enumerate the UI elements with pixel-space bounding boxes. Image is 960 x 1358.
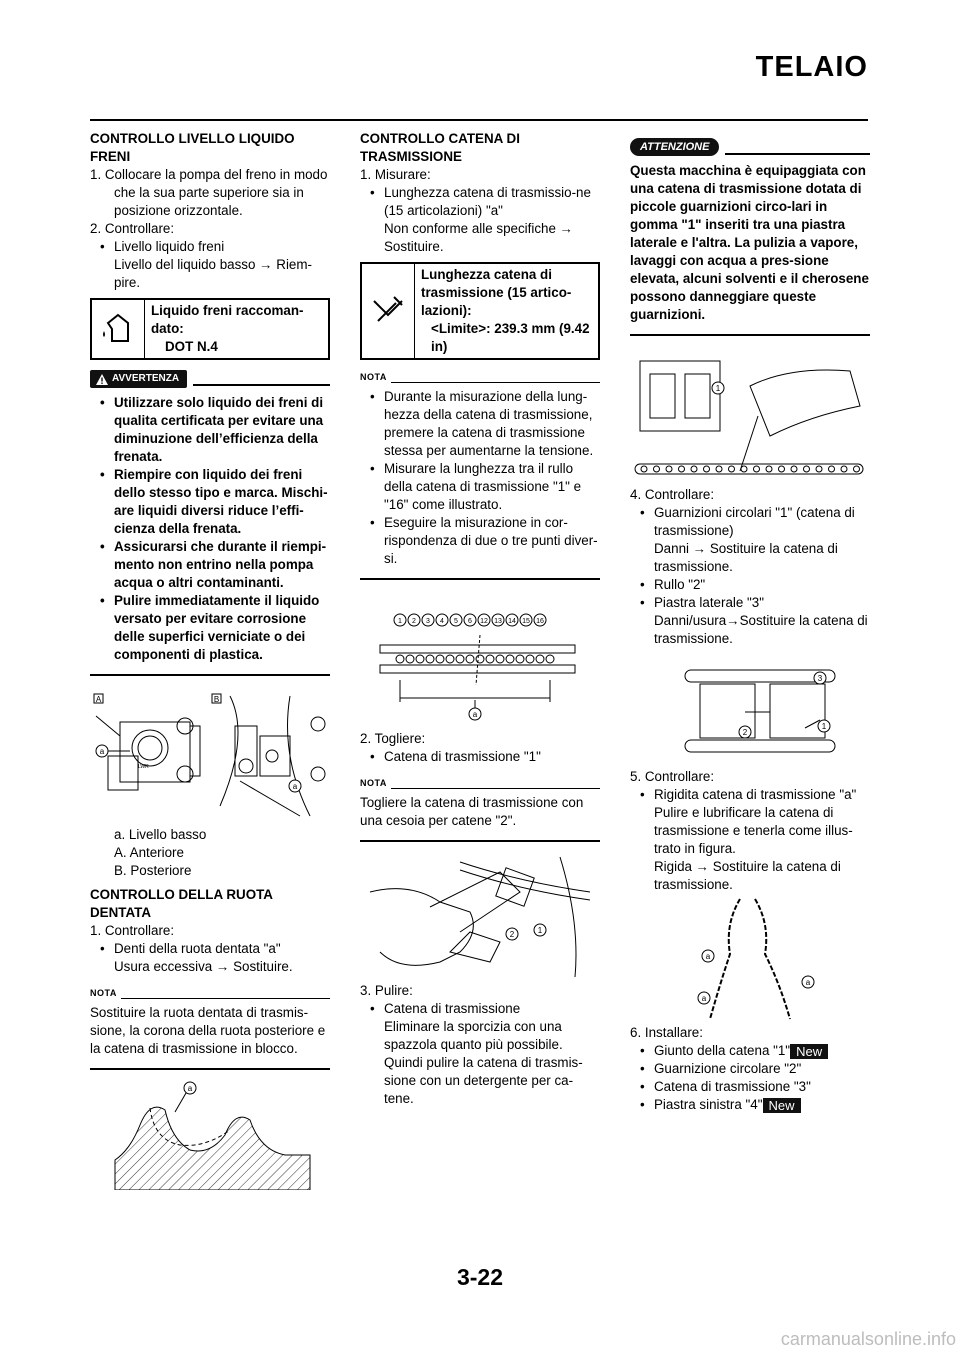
bullet: • Guarnizione circolare "2" xyxy=(630,1060,870,1078)
header-rule xyxy=(90,119,868,121)
chain-number: 6 xyxy=(468,618,472,625)
warning-end-rule xyxy=(90,674,330,676)
nota-label: NOTA xyxy=(90,988,117,998)
chain-number: 1 xyxy=(398,618,402,625)
stiff-callout-a2: a xyxy=(805,978,811,987)
chain-roller xyxy=(416,655,424,663)
bullet-sub: Usura eccessiva → Sostituire. xyxy=(114,959,293,974)
legend-item: a. Livello basso xyxy=(114,827,207,842)
link-callout-1: 1 xyxy=(821,722,827,731)
fig-label-a: A xyxy=(95,695,102,704)
nota-header xyxy=(360,774,600,792)
bullet-sub: Rigida → Sostituire la catena di trasmissione. xyxy=(654,859,841,892)
new-badge: New xyxy=(763,1098,801,1113)
oring-roller xyxy=(654,466,660,472)
warning-header xyxy=(90,370,330,388)
page-number: 3-22 xyxy=(456,1264,504,1290)
measure-caliper-icon xyxy=(362,264,415,358)
chain-roller xyxy=(496,655,504,663)
warning-triangle-icon xyxy=(96,374,108,385)
chain-number: 13 xyxy=(494,618,502,625)
bullet: • Rigidita catena di trasmissione "a" xyxy=(630,786,870,804)
bullet: • Catena di trasmissione "1" xyxy=(360,748,600,766)
chain-number: 2 xyxy=(412,618,416,625)
bullet: • Piastra laterale "3" xyxy=(630,594,870,612)
oring-roller xyxy=(704,466,710,472)
column-3 xyxy=(630,130,870,1114)
oring-roller xyxy=(641,466,647,472)
step: 2. Controllare: xyxy=(90,221,175,236)
chain-roller xyxy=(406,655,414,663)
chain-number: 12 xyxy=(480,618,488,625)
section-title-chain: CONTROLLO CATENA DI TRASMISSIONE xyxy=(360,131,520,164)
nota-rule xyxy=(391,382,600,383)
chain-roller xyxy=(506,655,514,663)
warning-label: AVVERTENZA xyxy=(112,373,180,384)
bullet: • Catena di trasmissione xyxy=(360,1000,600,1018)
chain-roller xyxy=(526,655,534,663)
sprocket-callout-a: a xyxy=(187,1084,193,1093)
spec-title: Liquido freni raccoman-dato: xyxy=(151,303,304,336)
chain-number: 15 xyxy=(522,618,530,625)
fluid-can-icon xyxy=(92,300,145,358)
chain-roller xyxy=(436,655,444,663)
step: 4. Controllare: xyxy=(630,487,715,502)
oring-roller xyxy=(754,466,760,472)
oring-roller xyxy=(841,466,847,472)
legend-item: A. Anteriore xyxy=(114,845,184,860)
nota-rule xyxy=(391,788,600,789)
chain-roller xyxy=(466,655,474,663)
bullet xyxy=(630,1096,870,1114)
attention-badge: ATTENZIONE xyxy=(630,138,719,156)
chain-number: 5 xyxy=(454,618,458,625)
install-item-joint: Giunto della catena "1" xyxy=(654,1043,791,1058)
warning-item: • Riempire con liquido dei freni dello stesso tipo e marca. Mischi-are liquidi diversi riduce l’effi-cienza della frenata. xyxy=(90,466,330,538)
stiff-callout-a1: a xyxy=(705,952,711,961)
nota-header xyxy=(90,984,330,1002)
oring-roller xyxy=(766,466,772,472)
chain-number: 16 xyxy=(536,618,544,625)
bullet: • Lunghezza catena di trasmissio-ne (15 articolazioni) "a" xyxy=(360,184,600,220)
oring-roller xyxy=(741,466,747,472)
chain-length-figure xyxy=(360,590,600,730)
nota-item: • Durante la misurazione della lung-hezza della catena di trasmissione, premere la catena di trasmissione stessa per aumentarne la tensione. xyxy=(360,388,600,460)
oring-roller xyxy=(804,466,810,472)
warning-item: • Pulire immediatamente il liquido versato per evitare corrosione delle superfici verniciate o dei componenti di plastica. xyxy=(90,592,330,664)
bullet-sub: Danni/usura→Sostituire la catena di trasmissione. xyxy=(654,613,868,646)
spec-value: DOT N.4 xyxy=(165,339,218,354)
chain-callout-a: a xyxy=(472,710,478,719)
oring-roller xyxy=(729,466,735,472)
new-badge: New xyxy=(790,1044,828,1059)
install-item-plate: Piastra sinistra "4" xyxy=(654,1097,763,1112)
link-callout-2: 2 xyxy=(742,728,748,737)
chain-roller xyxy=(536,655,544,663)
nota-text: Togliere la catena di trasmissione con una cesoia per catene "2". xyxy=(360,795,584,828)
nota-text: Sostituire la ruota dentata di trasmis-sione, la corona della ruota posteriore e la catena di trasmissione in blocco. xyxy=(90,1005,326,1056)
spec-title: Lunghezza catena di trasmissione (15 artico-lazioni): xyxy=(421,267,572,318)
nota-end-rule xyxy=(360,578,600,580)
fig-callout-a: a xyxy=(99,747,105,756)
warning-item: • Utilizzare solo liquido dei freni di qualita certificata per evitare una diminuzione dell’efficienza della frenata. xyxy=(90,394,330,466)
bullet-sub: Livello del liquido basso → Riem-pire. xyxy=(114,257,312,290)
step: 1. Controllare: xyxy=(90,923,175,938)
bullet-sub: Pulire e lubrificare la catena di trasmissione e tenerla come illus-trato in figura. xyxy=(654,805,853,856)
attention-header xyxy=(630,138,870,156)
bullet: • Guarnizioni circolari "1" (catena di trasmissione) xyxy=(630,504,870,540)
chain-roller xyxy=(426,655,434,663)
chain-roller xyxy=(446,655,454,663)
bullet-sub: Danni → Sostituire la catena di trasmissione. xyxy=(654,541,838,574)
step: 6. Installare: xyxy=(630,1025,703,1040)
warning-item: • Assicurarsi che durante il riempi-mento non entrino nella pompa acqua o altri contaminanti. xyxy=(90,538,330,592)
section-title-sprocket: CONTROLLO DELLA RUOTA DENTATA xyxy=(90,887,273,920)
chain-roller xyxy=(486,655,494,663)
oring-roller xyxy=(679,466,685,472)
chain-roller xyxy=(396,655,404,663)
chain-number: 3 xyxy=(426,618,430,625)
column-2 xyxy=(360,130,600,1108)
nota-label: NOTA xyxy=(360,372,387,382)
spec-box-brake-fluid xyxy=(90,298,330,360)
sprocket-teeth-figure xyxy=(90,1080,330,1190)
chain-stiffness-figure xyxy=(630,894,870,1024)
bullet: • Denti della ruota dentata "a" xyxy=(90,940,330,958)
step: 1. Misurare: xyxy=(360,167,431,182)
oring-roller xyxy=(829,466,835,472)
attention-end-rule xyxy=(630,334,870,336)
column-1 xyxy=(90,130,330,1190)
chain-roller xyxy=(456,655,464,663)
nota-header xyxy=(360,368,600,386)
oring-roller xyxy=(791,466,797,472)
oring-roller xyxy=(779,466,785,472)
stiff-callout-a3: a xyxy=(701,994,707,1003)
oring-callout-1: 1 xyxy=(715,384,721,393)
cutter-callout-1: 1 xyxy=(537,926,543,935)
cutter-callout-2: 2 xyxy=(509,930,515,939)
chain-oring-figure xyxy=(630,346,870,486)
fig-callout-a-rear: a xyxy=(292,782,298,791)
attention-rule xyxy=(725,153,870,155)
warning-badge xyxy=(90,370,187,388)
chain-roller xyxy=(476,655,484,663)
fig-lwr-label: LWR xyxy=(138,764,149,770)
step: 2. Togliere: xyxy=(360,731,426,746)
legend-item: B. Posteriore xyxy=(114,863,192,878)
oring-roller xyxy=(716,466,722,472)
brake-reservoir-figure xyxy=(90,686,330,826)
page-title: TELAIO xyxy=(755,51,868,83)
chain-cutter-figure xyxy=(360,852,600,982)
oring-roller xyxy=(816,466,822,472)
fig-label-b: B xyxy=(213,695,220,704)
step: 3. Pulire: xyxy=(360,983,413,998)
oring-roller xyxy=(666,466,672,472)
nota-rule xyxy=(121,998,330,999)
chain-roller xyxy=(516,655,524,663)
bullet-sub: Eliminare la sporcizia con una spazzola quanto più possibile. Quindi pulire la catena di trasmis-sione con un detergente per ca-tene. xyxy=(384,1019,583,1106)
spec-box-chain-length xyxy=(360,262,600,360)
nota-item: • Eseguire la misurazione in cor-rispondenza di due o tre punti diver-si. xyxy=(360,514,600,568)
nota-end-rule xyxy=(360,840,600,842)
oring-roller xyxy=(854,466,860,472)
nota-label: NOTA xyxy=(360,778,387,788)
bullet: • Rullo "2" xyxy=(630,576,870,594)
watermark: carmanualsonline.info xyxy=(780,1329,956,1349)
section-title-brake-fluid: CONTROLLO LIVELLO LIQUIDO FRENI xyxy=(90,131,295,164)
bullet: • Livello liquido freni xyxy=(90,238,330,256)
oring-roller xyxy=(691,466,697,472)
bullet: • Catena di trasmissione "3" xyxy=(630,1078,870,1096)
chain-number: 14 xyxy=(508,618,516,625)
nota-end-rule xyxy=(90,1068,330,1070)
bullet-sub: Non conforme alle specifiche → Sostituire. xyxy=(384,221,574,254)
spec-value: <Limite>: 239.3 mm (9.42 in) xyxy=(431,321,590,354)
chain-link-figure xyxy=(630,648,870,768)
chain-number: 4 xyxy=(440,618,444,625)
bullet xyxy=(630,1042,870,1060)
nota-item: • Misurare la lunghezza tra il rullo della catena di trasmissione "1" e "16" come illustrato. xyxy=(360,460,600,514)
step: 1. Collocare la pompa del freno in modo che la sua parte superiore sia in posizione orizzontale. xyxy=(90,167,328,218)
step: 5. Controllare: xyxy=(630,769,715,784)
attention-text: Questa macchina è equipaggiata con una catena di trasmissione dotata di piccole guarnizioni circo-lari in gomma "1" inseriti tra una piastra laterale e l'altra. La pulizia a vapore, lavaggi con acqua a pres-sione elevata, alcuni solventi e il cherosene possono danneggiare queste guarnizioni. xyxy=(630,163,869,322)
chain-roller xyxy=(546,655,554,663)
link-callout-3: 3 xyxy=(817,674,823,683)
warning-rule xyxy=(193,384,330,386)
